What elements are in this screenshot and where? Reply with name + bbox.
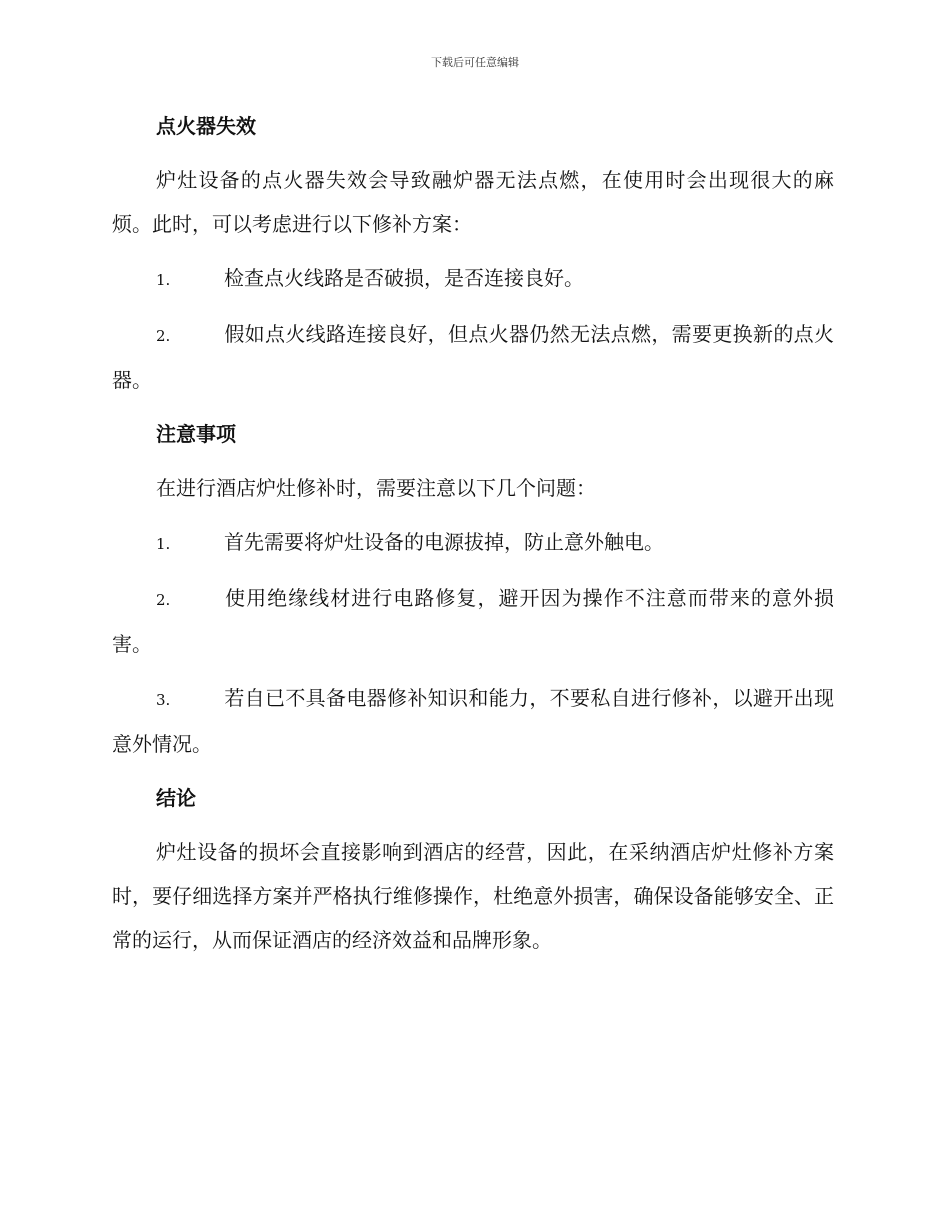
list-item [112, 256, 834, 302]
list-item [112, 676, 834, 766]
section-paragraph: 在进行酒店炉灶修补时，需要注意以下几个问题： [156, 476, 596, 500]
list-item-text: 假如点火线路连接良好，但点火器仍然无法点燃，需要更换新的点火器。 [112, 322, 834, 392]
list-item-text: 若自已不具备电器修补知识和能力，不要私自进行修补，以避开出现意外情况。 [112, 686, 834, 756]
list-item [112, 520, 834, 566]
list-number: 2. [156, 327, 171, 345]
section-paragraph: 炉灶设备的损坏会直接影响到酒店的经营，因此，在采纳酒店炉灶修补方案时，要仔细选择方案并严格执行维修操作，杜绝意外损害，确保设备能够安全、正常的运行，从而保证酒店的经济效益和品牌形象。 [112, 840, 834, 952]
list-number: 1. [156, 535, 171, 553]
list-item-text: 使用绝缘线材进行电路修复，避开因为操作不注意而带来的意外损害。 [112, 586, 834, 656]
list-item [112, 312, 834, 402]
list-item [112, 576, 834, 666]
section-heading: 结论 [156, 786, 196, 810]
section-heading: 注意事项 [156, 422, 236, 446]
list-number: 3. [156, 691, 171, 709]
list-number: 1. [156, 271, 171, 289]
page-header: 下载后可任意编辑 [431, 56, 519, 69]
list-number: 2. [156, 591, 171, 609]
document-body [112, 104, 834, 972]
list-item-text: 首先需要将炉灶设备的电源拔掉，防止意外触电。 [224, 530, 664, 554]
section-heading: 点火器失效 [156, 114, 256, 138]
list-item-text: 检查点火线路是否破损，是否连接良好。 [224, 266, 584, 290]
section-paragraph: 炉灶设备的点火器失效会导致融炉器无法点燃，在使用时会出现很大的麻烦。此时，可以考虑进行以下修补方案： [112, 168, 834, 236]
